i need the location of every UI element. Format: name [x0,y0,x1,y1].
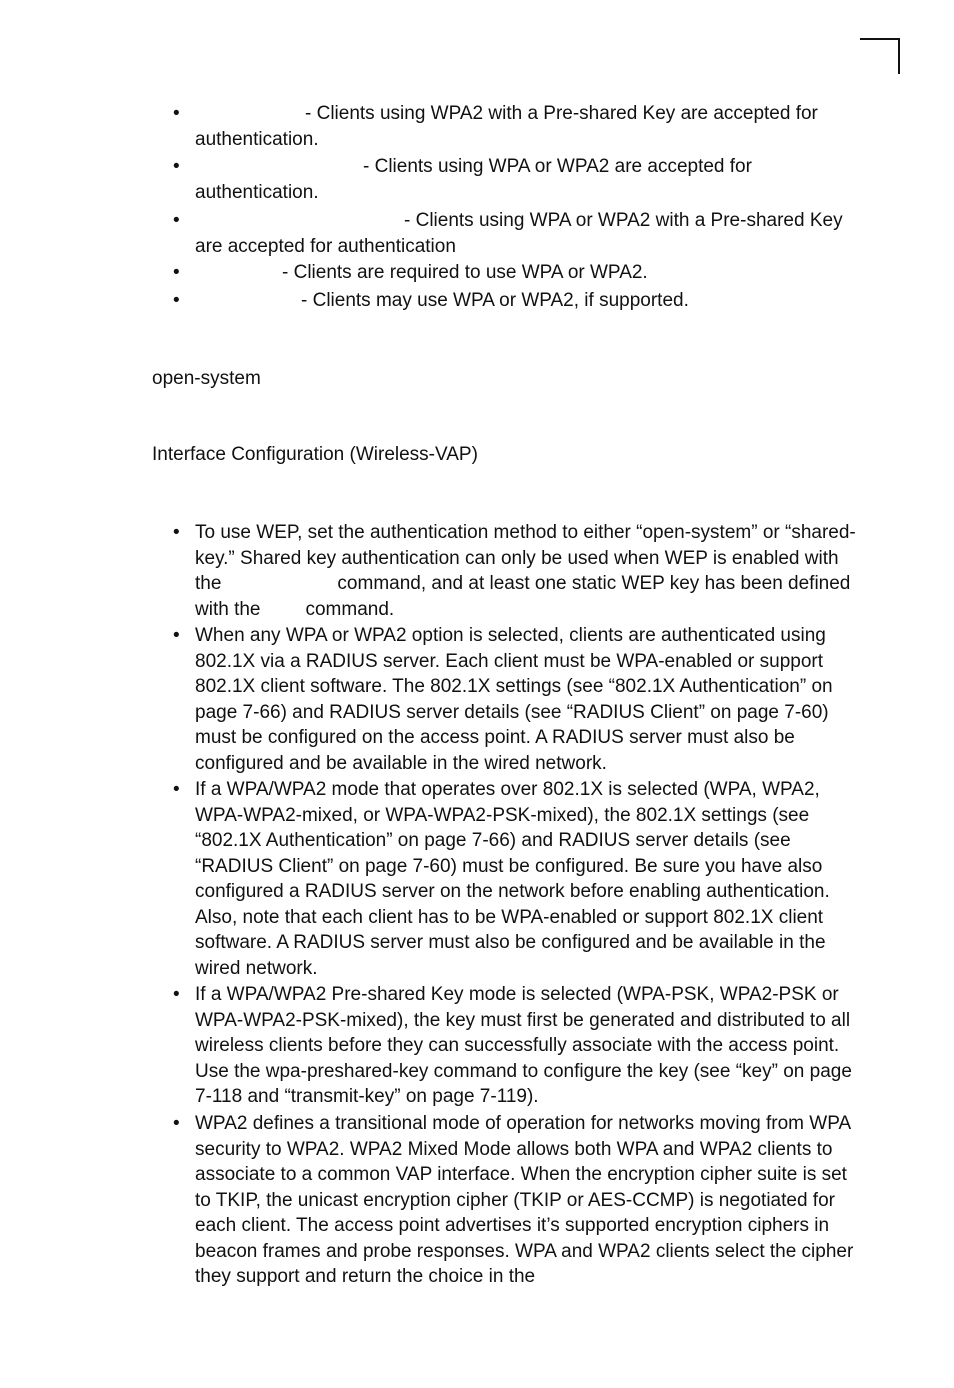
bullet-icon: • [173,103,180,124]
option-description: - Clients using WPA or WPA2 with a Pre-shared Key are accepted for authentication [195,210,843,257]
guideline-text-part2: command, and at least one static WEP key has been defined with the [195,573,851,620]
bullet-icon: • [173,779,180,800]
list-item [173,777,867,981]
guideline-text: If a WPA/WPA2 mode that operates over 802.1X is selected (WPA, WPA2, WPA-WPA2-mixed, or WPA-WPA2-PSK-mixed), the 802.1X settings (see “802.1X Authentication” on page 7-66) and RADIUS server details (see “RADIUS Client” on page 7-60) must be configured. Be sure you have also configured a RADIUS server on the network before enabling authentication. Also, note that each client has to be WPA-enabled or support 802.1X client software. A RADIUS server must also be configured and be available in the wired network. [195,779,830,979]
guideline-text-part3: command. [305,598,395,620]
list-item [173,260,867,286]
default-value: open-system [152,368,261,389]
guideline-text: When any WPA or WPA2 option is selected, clients are authenticated using 802.1X via a RADIUS server. Each client must be WPA-enabled or support 802.1X client software. The 802.1X settings (see “802.1X Authentication” on page 7-66) and RADIUS server details (see “RADIUS Client” on page 7-60) must be configured on the access point. A RADIUS server must also be configured and be available in the wired network. [195,625,833,774]
bullet-icon: • [173,290,180,311]
guideline-text: WPA2 defines a transitional mode of operation for networks moving from WPA security to WPA2. WPA2 Mixed Mode allows both WPA and WPA2 clients to associate to a common VAP interface. When the encryption cipher suite is set to TKIP, the unicast encryption cipher (TKIP or AES-CCMP) is negotiated for each client. The access point advertises it’s supported encryption ciphers in beacon frames and probe responses. WPA and WPA2 clients select the cipher they support and return the choice in the [195,1113,854,1287]
guideline-text: If a WPA/WPA2 Pre-shared Key mode is selected (WPA-PSK, WPA2-PSK or WPA-WPA2-PSK-mixed), the key must first be generated and distributed to all wireless clients before they can successfully associate with the access point. Use the wpa-preshared-key command to configure the key (see “key” on page 7-118 and “transmit-key” on page 7-119). [195,984,852,1107]
list-item [173,288,867,314]
bullet-icon: • [173,625,180,646]
list-item [173,520,867,622]
option-description: - Clients using WPA2 with a Pre-shared Key are accepted for authentication. [195,103,818,150]
bullet-icon: • [173,1113,180,1134]
option-description: - Clients may use WPA or WPA2, if supported. [301,290,689,311]
list-item [173,982,867,1110]
bullet-icon: • [173,522,180,543]
list-item [173,1111,867,1290]
list-item [173,208,867,259]
bullet-icon: • [173,156,180,177]
option-description: - Clients using WPA or WPA2 are accepted for authentication. [195,156,752,203]
bullet-icon: • [173,262,180,283]
list-item [173,623,867,776]
list-item [173,101,867,152]
list-item [173,154,867,205]
command-mode: Interface Configuration (Wireless-VAP) [152,444,478,465]
page-corner-mark [860,38,900,74]
option-description: - Clients are required to use WPA or WPA2. [282,262,648,283]
guideline-text-part1: To use WEP, set the authentication method to either “open-system” or “shared-key.” Shared key authentication can only be used when WEP is enabled with the [195,522,856,594]
bullet-icon: • [173,210,180,231]
bullet-icon: • [173,984,180,1005]
